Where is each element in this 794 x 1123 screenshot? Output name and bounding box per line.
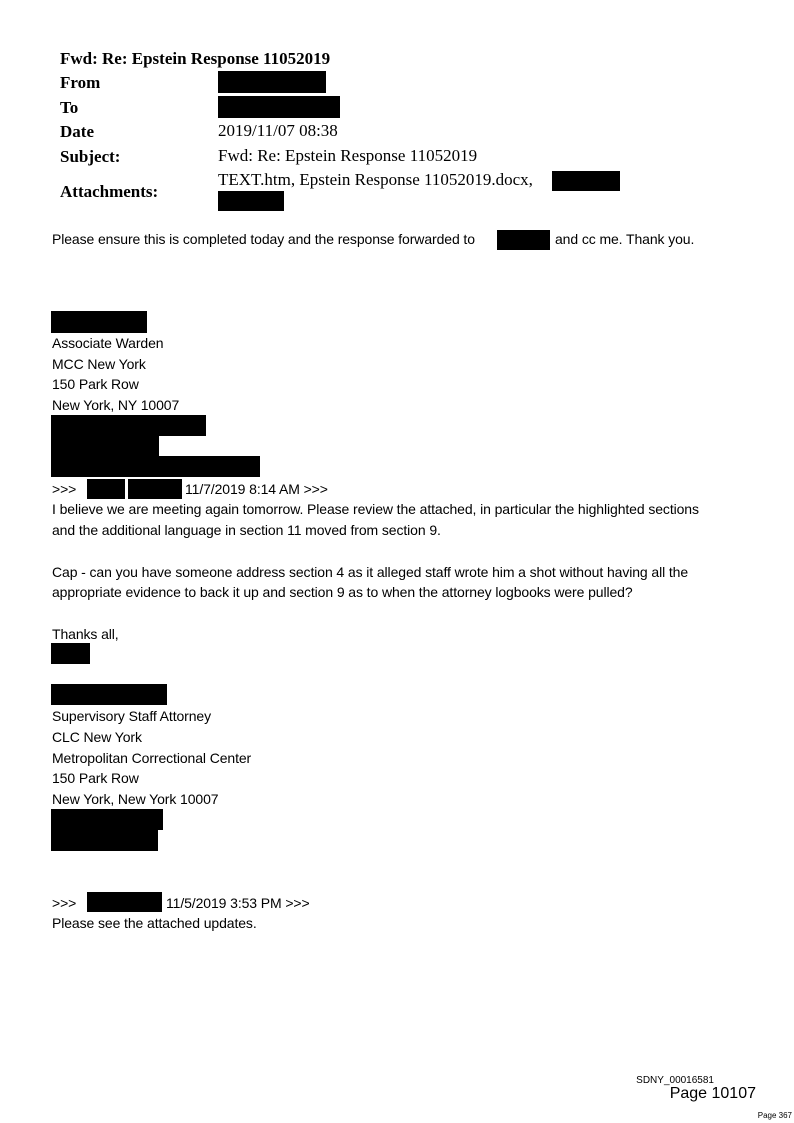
message1-body-end: and cc me. Thank you. <box>555 231 695 247</box>
from-label: From <box>60 73 101 92</box>
redaction-msg2-sender-1 <box>87 479 125 499</box>
attachments-label: Attachments: <box>60 182 159 201</box>
sig2-org: CLC New York <box>52 729 142 745</box>
email-title: Fwd: Re: Epstein Response 11052019 <box>60 49 331 68</box>
sig1-org: MCC New York <box>52 356 146 372</box>
message2-thanks: Thanks all, <box>52 626 119 642</box>
sig2-facility: Metropolitan Correctional Center <box>52 750 252 766</box>
sig2-street: 150 Park Row <box>52 770 139 786</box>
redaction-msg2-sender-2 <box>128 479 182 499</box>
sig2-title: Supervisory Staff Attorney <box>52 708 212 724</box>
redaction-sender-name-1 <box>51 311 147 333</box>
page-number: Page 10107 <box>669 1085 756 1102</box>
message2-para2-line2: appropriate evidence to back it up and section 9 as to when the attorney logbooks were pulled? <box>52 584 633 600</box>
redaction-from <box>218 71 326 93</box>
redaction-sig2-line-1 <box>51 809 163 830</box>
message2-para1-line1: I believe we are meeting again tomorrow. Please review the attached, in particular the highlighted sections <box>52 501 699 517</box>
message2-marker: >>> <box>52 481 77 497</box>
redaction-to <box>218 96 340 118</box>
subject-label: Subject: <box>60 147 121 166</box>
redaction-sig1-line-3 <box>51 456 260 477</box>
message2-para2-line1: Cap - can you have someone address section 4 as it alleged staff wrote him a shot without having all the <box>52 564 689 580</box>
sig2-city: New York, New York 10007 <box>52 791 219 807</box>
redaction-sig1-line-1 <box>51 415 206 436</box>
small-page-number: Page 367 <box>757 1111 792 1120</box>
message3-body: Please see the attached updates. <box>52 915 257 931</box>
redaction-sig1-line-2 <box>51 436 159 456</box>
redaction-sender-name-2 <box>51 684 167 705</box>
sig1-city: New York, NY 10007 <box>52 397 180 413</box>
subject-value: Fwd: Re: Epstein Response 11052019 <box>218 146 478 165</box>
date-label: Date <box>60 122 94 141</box>
message3-timestamp: 11/5/2019 3:53 PM >>> <box>166 895 310 911</box>
redaction-recipient <box>497 230 550 250</box>
sig1-street: 150 Park Row <box>52 376 139 392</box>
date-value: 2019/11/07 08:38 <box>218 121 338 140</box>
redaction-sig2-line-2 <box>51 830 158 851</box>
redaction-attachment-1 <box>552 171 620 191</box>
bates-number: SDNY_00016581 <box>636 1075 714 1086</box>
attachments-value: TEXT.htm, Epstein Response 11052019.docx, <box>218 170 533 189</box>
message2-timestamp: 11/7/2019 8:14 AM >>> <box>185 481 328 497</box>
message3-marker: >>> <box>52 895 77 911</box>
redaction-attachment-2 <box>218 191 284 211</box>
message1-body-start: Please ensure this is completed today and the response forwarded to <box>52 231 475 247</box>
sig1-title: Associate Warden <box>52 335 164 351</box>
message2-para1-line2: and the additional language in section 11 moved from section 9. <box>52 522 441 538</box>
redaction-msg3-sender <box>87 892 162 912</box>
redaction-msg2-initials <box>51 643 90 664</box>
to-label: To <box>60 98 79 117</box>
